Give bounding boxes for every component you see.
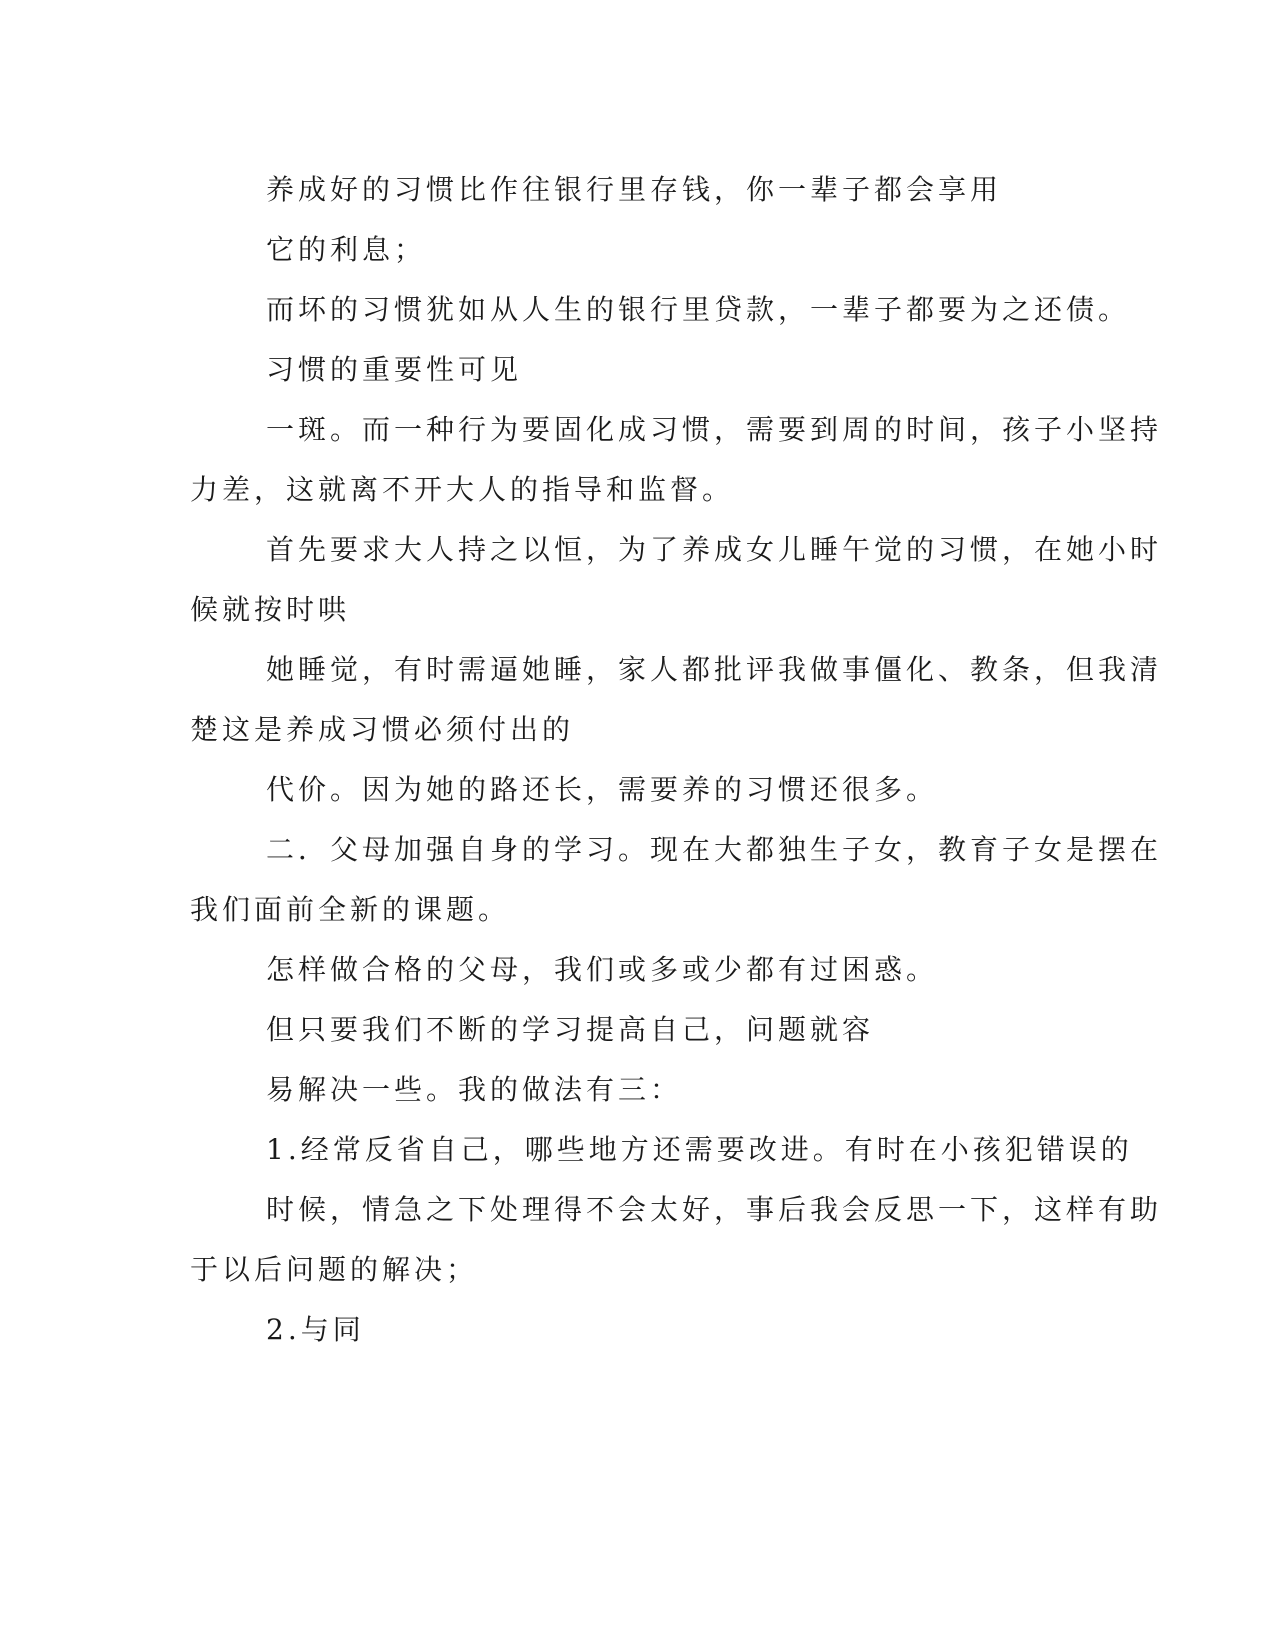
paragraph-line: 二．父母加强自身的学习。现在大都独生子女，教育子女是摆在	[266, 833, 1163, 866]
paragraph-line: 但只要我们不断的学习提高自己，问题就容	[266, 1013, 875, 1046]
paragraph-line: 养成好的习惯比作往银行里存钱，你一辈子都会享用	[266, 173, 1003, 206]
paragraph-line: 而坏的习惯犹如从人生的银行里贷款，一辈子都要为之还债。	[266, 293, 1131, 326]
paragraph-line: 于以后问题的解决；	[190, 1253, 479, 1286]
paragraph-line: 我们面前全新的课题。	[190, 893, 511, 926]
paragraph-line: 楚这是养成习惯必须付出的	[190, 713, 575, 746]
paragraph-line: 它的利息；	[266, 233, 427, 266]
paragraph-line: 候就按时哄	[190, 593, 351, 626]
paragraph-line: 1.经常反省自己，哪些地方还需要改进。有时在小孩犯错误的	[266, 1133, 1133, 1166]
paragraph-line: 代价。因为她的路还长，需要养的习惯还很多。	[266, 773, 939, 806]
paragraph-line: 她睡觉，有时需逼她睡，家人都批评我做事僵化、教条，但我清	[266, 653, 1163, 686]
paragraph-line: 力差，这就离不开大人的指导和监督。	[190, 473, 735, 506]
paragraph-line: 一斑。而一种行为要固化成习惯，需要到周的时间，孩子小坚持	[266, 413, 1163, 446]
paragraph-line: 怎样做合格的父母，我们或多或少都有过困惑。	[266, 953, 939, 986]
paragraph-line: 易解决一些。我的做法有三：	[266, 1073, 683, 1106]
paragraph-line: 2.与同	[266, 1313, 365, 1346]
paragraph-line: 习惯的重要性可见	[266, 353, 523, 386]
paragraph-line: 首先要求大人持之以恒，为了养成女儿睡午觉的习惯，在她小时	[266, 533, 1163, 566]
document-body	[190, 160, 1163, 1360]
paragraph-line: 时候，情急之下处理得不会太好，事后我会反思一下，这样有助	[266, 1193, 1163, 1226]
